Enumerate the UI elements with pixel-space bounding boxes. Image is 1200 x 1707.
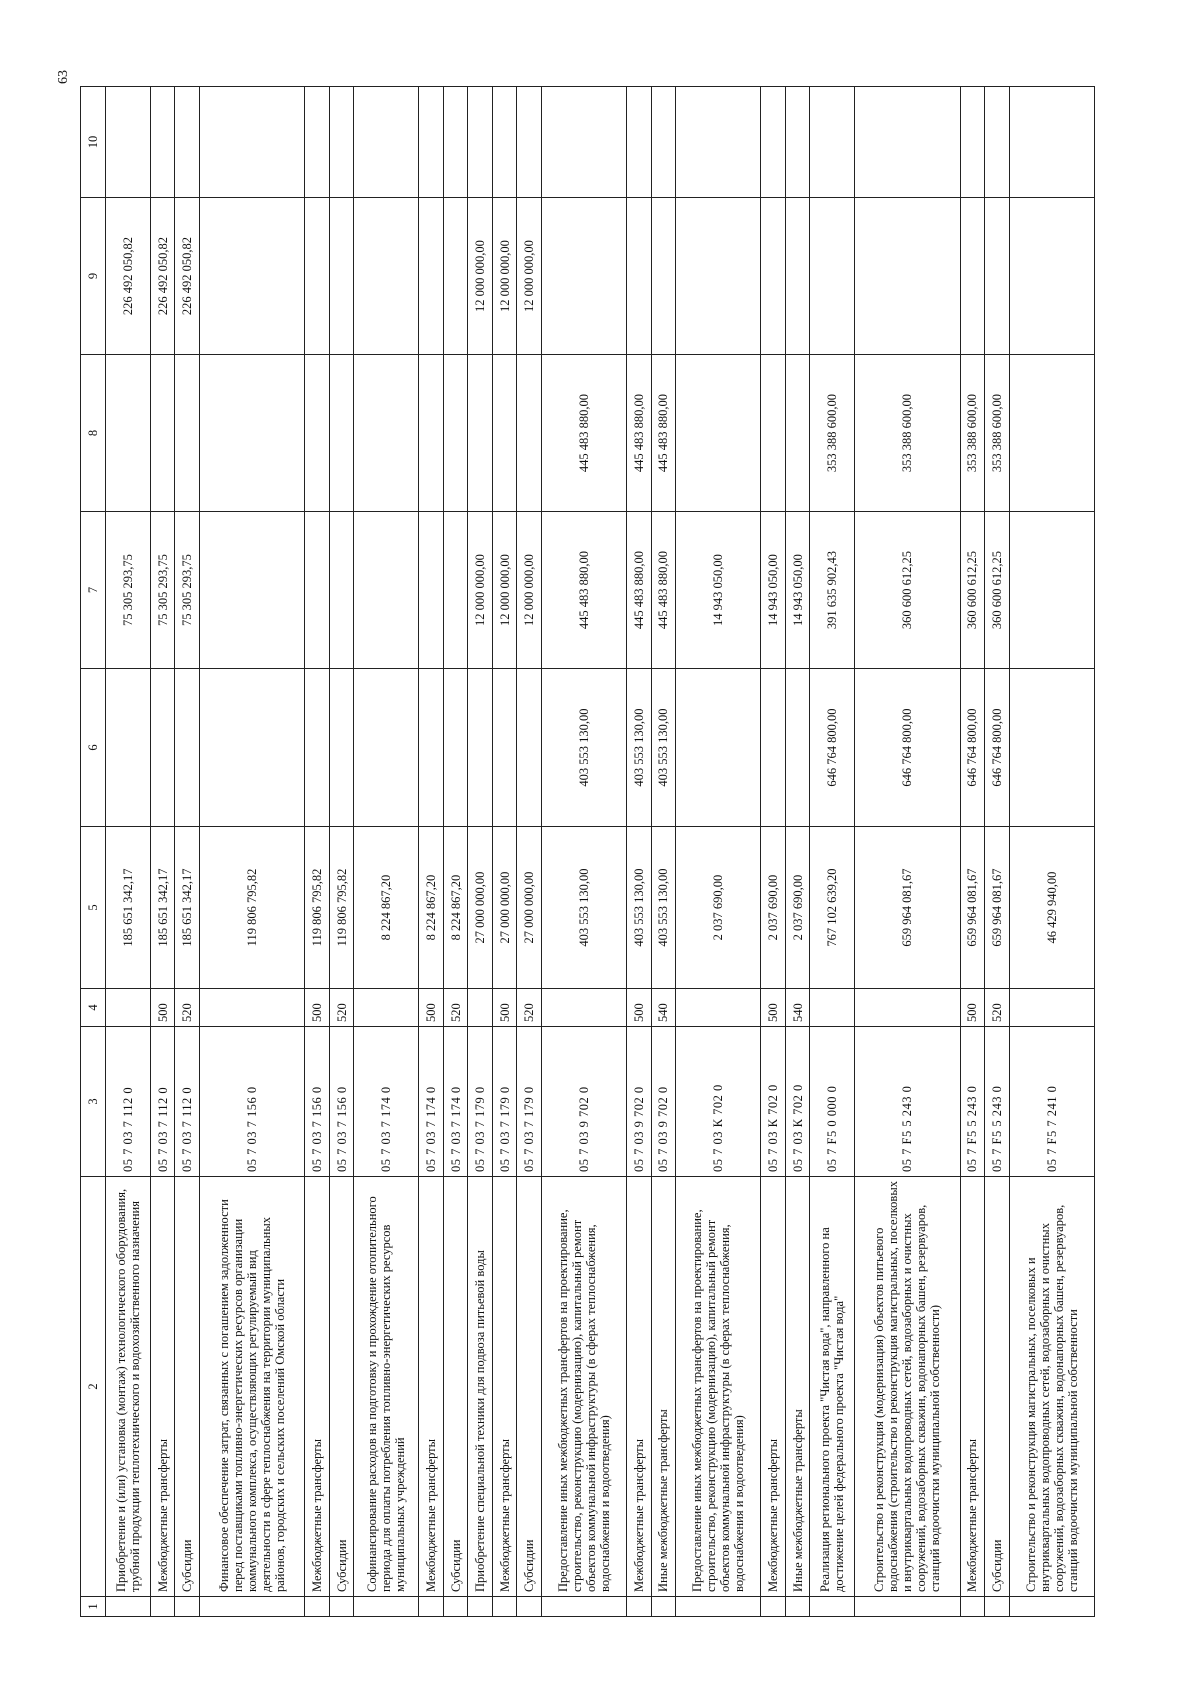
table-body [106,87,1095,1617]
column-header-10: 10 [81,87,106,198]
cell-v8 [676,355,761,512]
column-header-4: 4 [81,989,106,1027]
cell-code: 05 7 F5 7 241 0 [1009,1027,1094,1177]
cell-v8: 353 388 600,00 [985,355,1010,512]
cell-v10 [492,87,517,198]
table-row [676,87,761,1617]
cell-v10 [1009,87,1094,198]
cell-code: 05 7 03 7 112 0 [175,1027,200,1177]
cell-v6: 646 764 800,00 [810,669,855,827]
cell-v9: 226 492 050,82 [175,198,200,355]
cell-code: 05 7 03 К 702 0 [761,1027,786,1177]
cell-v8: 353 388 600,00 [960,355,985,512]
cell-v7 [199,512,304,669]
cell-v7 [443,512,468,669]
cell-c1 [651,1597,676,1617]
cell-vr [468,989,493,1027]
cell-name: Межбюджетные трансферты [960,1177,985,1597]
cell-code: 05 7 F5 5 243 0 [855,1027,960,1177]
cell-v7 [419,512,444,669]
cell-v6 [419,669,444,827]
table-row [627,87,652,1617]
cell-vr [354,989,419,1027]
cell-v8 [199,355,304,512]
cell-v10 [443,87,468,198]
cell-v9 [199,198,304,355]
cell-v5: 403 553 130,00 [627,827,652,989]
cell-v6 [517,669,542,827]
cell-vr: 520 [329,989,354,1027]
cell-v8 [761,355,786,512]
cell-vr [199,989,304,1027]
cell-v5: 8 224 867,20 [419,827,444,989]
cell-v8 [517,355,542,512]
cell-code: 05 7 F5 0 000 0 [810,1027,855,1177]
rotated-page [80,87,1095,1617]
cell-v8 [419,355,444,512]
cell-v10 [785,87,810,198]
cell-v7: 75 305 293,75 [150,512,175,669]
table-row [492,87,517,1617]
cell-v5: 659 964 081,67 [985,827,1010,989]
cell-c1 [199,1597,304,1617]
cell-v6: 403 553 130,00 [627,669,652,827]
column-header-9: 9 [81,198,106,355]
cell-v9: 226 492 050,82 [150,198,175,355]
cell-name: Реализация регионального проекта "Чистая вода", направленного на достижение целей федерального проекта "Чистая вода" [810,1177,855,1597]
cell-vr: 500 [419,989,444,1027]
cell-name: Субсидии [329,1177,354,1597]
cell-name: Межбюджетные трансферты [761,1177,786,1597]
cell-v5: 8 224 867,20 [443,827,468,989]
cell-c1 [443,1597,468,1617]
cell-code: 05 7 03 9 702 0 [541,1027,626,1177]
cell-code: 05 7 03 9 702 0 [627,1027,652,1177]
cell-v7 [305,512,330,669]
cell-v9 [960,198,985,355]
cell-name: Межбюджетные трансферты [492,1177,517,1597]
cell-v6: 646 764 800,00 [855,669,960,827]
cell-name: Приобретение и (или) установка (монтаж) технологического оборудования, трубной продукции теплотехнического и водохозяйственного назначения [106,1177,151,1597]
cell-v10 [985,87,1010,198]
cell-v10 [627,87,652,198]
cell-v5: 27 000 000,00 [468,827,493,989]
cell-v8 [175,355,200,512]
cell-vr: 500 [150,989,175,1027]
cell-v8 [150,355,175,512]
cell-c1 [517,1597,542,1617]
column-header-5: 5 [81,827,106,989]
cell-c1 [855,1597,960,1617]
cell-c1 [150,1597,175,1617]
cell-v6 [1009,669,1094,827]
cell-v7: 14 943 050,00 [785,512,810,669]
cell-v6 [492,669,517,827]
cell-v7: 12 000 000,00 [517,512,542,669]
cell-name: Субсидии [517,1177,542,1597]
cell-v8: 353 388 600,00 [810,355,855,512]
cell-v7: 391 635 902,43 [810,512,855,669]
cell-vr: 520 [517,989,542,1027]
cell-v5: 659 964 081,67 [960,827,985,989]
cell-v9 [354,198,419,355]
cell-v5: 185 651 342,17 [106,827,151,989]
cell-v8: 353 388 600,00 [855,355,960,512]
cell-v7: 445 483 880,00 [541,512,626,669]
cell-name: Межбюджетные трансферты [627,1177,652,1597]
cell-v9 [761,198,786,355]
cell-v6: 403 553 130,00 [651,669,676,827]
cell-name: Строительство и реконструкция магистральных, поселковых и внутриквартальных водопроводных сетей, водозаборных и очистных сооружений, водозаборных скважин, водонапорных башен, резервуаров, станций водоочистки муниципальной собственности [1009,1177,1094,1597]
cell-v5: 185 651 342,17 [150,827,175,989]
table-row [761,87,786,1617]
cell-v8 [329,355,354,512]
cell-c1 [810,1597,855,1617]
cell-code: 05 7 03 7 156 0 [329,1027,354,1177]
cell-v8: 445 483 880,00 [541,355,626,512]
cell-name: Софинансирование расходов на подготовку и прохождение отопительного периода для оплаты потребления топливно-энергетических ресурсов муниципальных учреждений [354,1177,419,1597]
cell-code: 05 7 03 7 174 0 [419,1027,444,1177]
cell-v9 [627,198,652,355]
cell-v9 [419,198,444,355]
cell-c1 [354,1597,419,1617]
cell-code: 05 7 03 7 179 0 [468,1027,493,1177]
cell-v6: 646 764 800,00 [985,669,1010,827]
cell-code: 05 7 F5 5 243 0 [985,1027,1010,1177]
cell-v6: 646 764 800,00 [960,669,985,827]
cell-name: Субсидии [985,1177,1010,1597]
cell-v9 [329,198,354,355]
cell-v5: 27 000 000,00 [492,827,517,989]
cell-vr: 500 [492,989,517,1027]
cell-name: Иные межбюджетные трансферты [651,1177,676,1597]
cell-v9: 12 000 000,00 [517,198,542,355]
cell-v10 [651,87,676,198]
cell-vr: 520 [443,989,468,1027]
cell-v8: 445 483 880,00 [627,355,652,512]
cell-v8 [443,355,468,512]
cell-v9 [676,198,761,355]
cell-v9: 12 000 000,00 [492,198,517,355]
cell-vr [106,989,151,1027]
cell-vr [1009,989,1094,1027]
cell-v6 [785,669,810,827]
column-header-8: 8 [81,355,106,512]
cell-v10 [676,87,761,198]
cell-v7 [354,512,419,669]
table-row [468,87,493,1617]
column-header-7: 7 [81,512,106,669]
cell-v8 [785,355,810,512]
cell-v7: 445 483 880,00 [651,512,676,669]
cell-vr [810,989,855,1027]
cell-code: 05 7 03 7 156 0 [199,1027,304,1177]
table-row [150,87,175,1617]
cell-c1 [468,1597,493,1617]
cell-c1 [106,1597,151,1617]
cell-v6 [175,669,200,827]
table-row [960,87,985,1617]
cell-v8: 445 483 880,00 [651,355,676,512]
column-header-3: 3 [81,1027,106,1177]
cell-v10 [199,87,304,198]
cell-v7: 445 483 880,00 [627,512,652,669]
cell-v10 [855,87,960,198]
cell-name: Финансовое обеспечение затрат, связанных с погашением задолженности перед поставщиками топливно-энергетических ресурсов организации коммунального комплекса, осуществляющих регулируемый вид деятельности в сфере теплоснабжения на территории муниципальных районов, городских и сельских поселений Омской области [199,1177,304,1597]
header-row [81,87,106,1617]
column-header-6: 6 [81,669,106,827]
table-row [985,87,1010,1617]
cell-v9 [443,198,468,355]
column-header-1: 1 [81,1597,106,1617]
cell-v8 [106,355,151,512]
cell-v5: 119 806 795,82 [305,827,330,989]
table-row [517,87,542,1617]
cell-name: Межбюджетные трансферты [150,1177,175,1597]
cell-v10 [960,87,985,198]
cell-vr: 500 [761,989,786,1027]
cell-code: 05 7 03 7 179 0 [517,1027,542,1177]
cell-c1 [676,1597,761,1617]
cell-c1 [305,1597,330,1617]
cell-v6 [305,669,330,827]
cell-v7: 12 000 000,00 [468,512,493,669]
cell-name: Субсидии [443,1177,468,1597]
table-row [1009,87,1094,1617]
cell-name: Приобретение специальной техники для подвоза питьевой воды [468,1177,493,1597]
cell-v10 [150,87,175,198]
table-row [419,87,444,1617]
cell-c1 [960,1597,985,1617]
cell-v5: 119 806 795,82 [329,827,354,989]
cell-v6 [329,669,354,827]
cell-v9: 226 492 050,82 [106,198,151,355]
cell-v5: 46 429 940,00 [1009,827,1094,989]
table-row [810,87,855,1617]
cell-vr: 520 [175,989,200,1027]
cell-v9 [541,198,626,355]
cell-v5: 2 037 690,00 [761,827,786,989]
cell-code: 05 7 03 К 702 0 [785,1027,810,1177]
cell-v7: 75 305 293,75 [175,512,200,669]
cell-c1 [329,1597,354,1617]
cell-v10 [106,87,151,198]
cell-v10 [419,87,444,198]
cell-v10 [354,87,419,198]
cell-v8 [492,355,517,512]
cell-v8 [305,355,330,512]
cell-vr: 500 [627,989,652,1027]
cell-v10 [468,87,493,198]
table-row [443,87,468,1617]
cell-v7: 14 943 050,00 [761,512,786,669]
cell-c1 [761,1597,786,1617]
cell-v6 [443,669,468,827]
cell-v9 [810,198,855,355]
cell-vr: 500 [960,989,985,1027]
column-header-2: 2 [81,1177,106,1597]
cell-v8 [354,355,419,512]
cell-v6 [354,669,419,827]
cell-v10 [305,87,330,198]
cell-c1 [419,1597,444,1617]
cell-v9: 12 000 000,00 [468,198,493,355]
cell-v6: 403 553 130,00 [541,669,626,827]
cell-code: 05 7 03 7 112 0 [106,1027,151,1177]
table-row [106,87,151,1617]
cell-code: 05 7 03 7 156 0 [305,1027,330,1177]
cell-v7: 75 305 293,75 [106,512,151,669]
cell-v7: 360 600 612,25 [960,512,985,669]
cell-name: Субсидии [175,1177,200,1597]
cell-c1 [541,1597,626,1617]
cell-v5: 8 224 867,20 [354,827,419,989]
table-row [199,87,304,1617]
cell-v6 [199,669,304,827]
cell-v9 [985,198,1010,355]
cell-name: Иные межбюджетные трансферты [785,1177,810,1597]
cell-v9 [305,198,330,355]
cell-vr: 540 [785,989,810,1027]
page-number: 63 [56,70,71,84]
cell-v5: 2 037 690,00 [676,827,761,989]
cell-code: 05 7 03 9 702 0 [651,1027,676,1177]
cell-v6 [106,669,151,827]
cell-c1 [492,1597,517,1617]
table-row [329,87,354,1617]
cell-v6 [676,669,761,827]
cell-code: 05 7 03 7 174 0 [354,1027,419,1177]
cell-v9 [855,198,960,355]
cell-v5: 659 964 081,67 [855,827,960,989]
cell-c1 [175,1597,200,1617]
cell-code: 05 7 F5 5 243 0 [960,1027,985,1177]
cell-vr: 540 [651,989,676,1027]
cell-name: Межбюджетные трансферты [419,1177,444,1597]
cell-name: Строительство и реконструкция (модернизация) объектов питьевого водоснабжения (строительство и реконструкция магистральных, поселковых и внутриквартальных водопроводных сетей, водозаборных и очистных сооружений, водозаборных скважин, водонапорных башен, резервуаров, станций водоочистки муниципальной собственности) [855,1177,960,1597]
cell-code: 05 7 03 7 112 0 [150,1027,175,1177]
cell-v5: 403 553 130,00 [651,827,676,989]
cell-v9 [785,198,810,355]
cell-v10 [175,87,200,198]
cell-vr [855,989,960,1027]
cell-v8 [468,355,493,512]
cell-v5: 767 102 639,20 [810,827,855,989]
cell-v8 [1009,355,1094,512]
table-row [651,87,676,1617]
cell-v5: 403 553 130,00 [541,827,626,989]
cell-vr [541,989,626,1027]
cell-v9 [651,198,676,355]
cell-code: 05 7 03 7 179 0 [492,1027,517,1177]
cell-v7: 360 600 612,25 [855,512,960,669]
budget-table [80,86,1095,1617]
cell-vr: 520 [985,989,1010,1027]
cell-v7: 12 000 000,00 [492,512,517,669]
cell-v10 [810,87,855,198]
cell-v5: 119 806 795,82 [199,827,304,989]
cell-code: 05 7 03 К 702 0 [676,1027,761,1177]
table-row [785,87,810,1617]
table-row [541,87,626,1617]
cell-v6 [468,669,493,827]
cell-v10 [541,87,626,198]
cell-code: 05 7 03 7 174 0 [443,1027,468,1177]
cell-v7: 14 943 050,00 [676,512,761,669]
cell-vr [676,989,761,1027]
cell-v7: 360 600 612,25 [985,512,1010,669]
cell-v10 [517,87,542,198]
cell-c1 [985,1597,1010,1617]
table-row [175,87,200,1617]
cell-v10 [329,87,354,198]
cell-name: Предоставление иных межбюджетных трансфертов на проектирование, строительство, реконструкцию (модернизацию), капитальный ремонт объектов коммунальной инфраструктуры (в сферах теплоснабжения, водоснабжения и водоотведения) [541,1177,626,1597]
cell-v5: 185 651 342,17 [175,827,200,989]
cell-v10 [761,87,786,198]
cell-v9 [1009,198,1094,355]
cell-name: Предоставление иных межбюджетных трансфертов на проектирование, строительство, реконструкцию (модернизацию), капитальный ремонт объектов коммунальной инфраструктуры (в сферах теплоснабжения, водоснабжения и водоотведения) [676,1177,761,1597]
cell-vr: 500 [305,989,330,1027]
cell-c1 [627,1597,652,1617]
cell-v5: 2 037 690,00 [785,827,810,989]
table-row [855,87,960,1617]
cell-v5: 27 000 000,00 [517,827,542,989]
cell-c1 [1009,1597,1094,1617]
table-row [354,87,419,1617]
cell-v7 [1009,512,1094,669]
cell-v6 [761,669,786,827]
cell-c1 [785,1597,810,1617]
table-row [305,87,330,1617]
cell-v6 [150,669,175,827]
cell-name: Межбюджетные трансферты [305,1177,330,1597]
cell-v7 [329,512,354,669]
